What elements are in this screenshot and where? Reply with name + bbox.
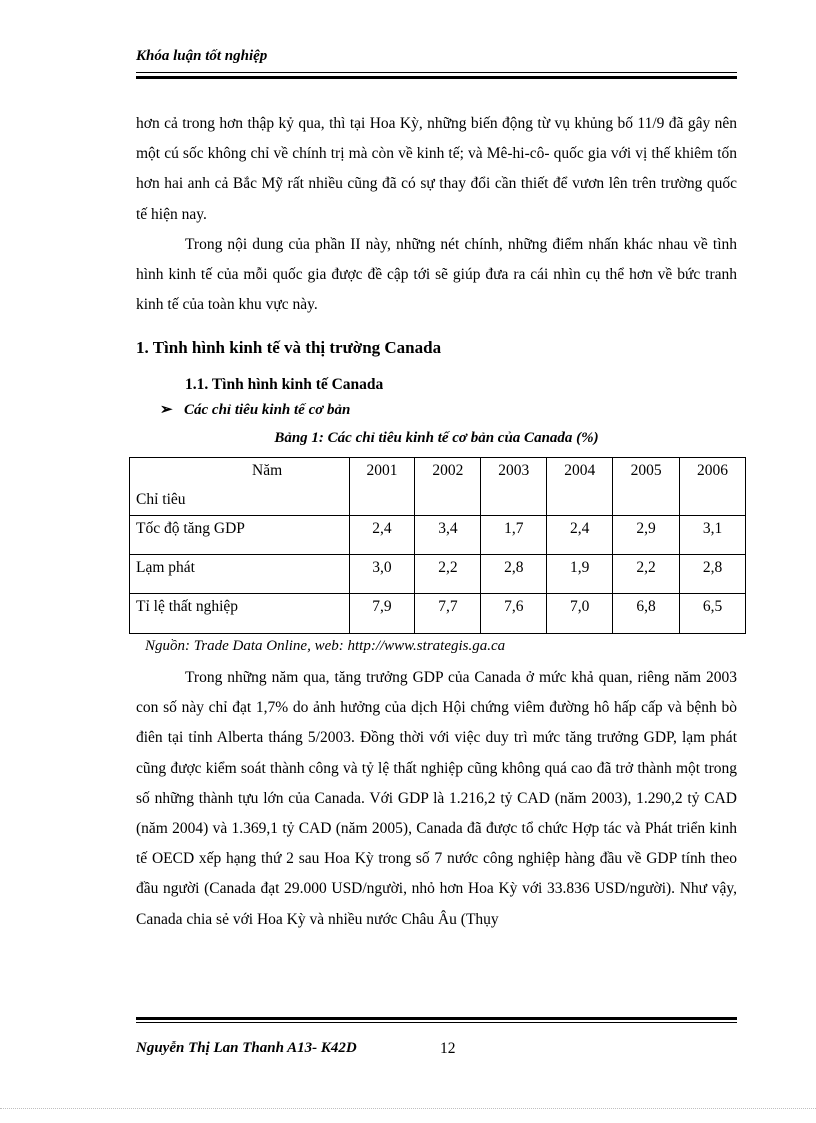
row-label: Tỉ lệ thất nghiệp	[130, 594, 350, 634]
table-cell: 7,6	[481, 594, 547, 634]
paragraph-section-overview: Trong nội dung của phần II này, những nét chính, những điểm nhấn khác nhau về tình hình kinh tế của mỗi quốc gia được đề cập tới sẽ giúp đưa ra cái nhìn cụ thể hơn về bức tranh kinh tế của toàn khu vực này.	[136, 236, 737, 314]
table-cell: 1,9	[547, 555, 613, 594]
table-cell: 1,7	[481, 516, 547, 555]
table-row	[130, 555, 746, 594]
subsection-heading: 1.1. Tình hình kinh tế Canada	[185, 376, 384, 393]
table-cell: 2,4	[349, 516, 415, 555]
table-row	[130, 594, 746, 634]
table-corner-cell	[130, 458, 350, 516]
bullet-text: Các chỉ tiêu kinh tế cơ bản	[184, 402, 351, 418]
row-label: Tốc độ tăng GDP	[130, 516, 350, 555]
table-cell: 2,2	[415, 555, 481, 594]
page-boundary	[0, 1108, 816, 1109]
arrow-bullet-icon: ➢	[160, 402, 173, 418]
table-cell: 2,8	[481, 555, 547, 594]
economic-indicators-table	[129, 457, 746, 634]
document-title: Khóa luận tốt nghiệp	[136, 48, 268, 64]
table-cell: 3,1	[680, 516, 746, 555]
row-label: Lạm phát	[130, 555, 350, 594]
table-cell: 3,4	[415, 516, 481, 555]
year-header: 2004	[547, 458, 613, 516]
header-rule-thick	[136, 76, 737, 79]
table-source-note: Nguồn: Trade Data Online, web: http://www.strategis.ga.ca	[145, 638, 506, 654]
bullet-item	[160, 400, 350, 419]
table-cell: 7,7	[415, 594, 481, 634]
table-cell: 2,9	[613, 516, 680, 555]
table-cell: 6,8	[613, 594, 680, 634]
paragraph-gdp-analysis: Trong những năm qua, tăng trưởng GDP của Canada ở mức khả quan, riêng năm 2003 con số này chỉ đạt 1,7% do ảnh hưởng của dịch Hội chứng viêm đường hô hấp cấp và bệnh bò điên tại tỉnh Alberta tháng 5/2003. Đồng thời với việc duy trì mức tăng trưởng GDP, lạm phát cũng được kiểm soát thành công và tỷ lệ thất nghiệp cũng không quá cao đã trở thành một trong số những thành tựu lớn của Canada. Với GDP là 1.216,2 tỷ CAD (năm 2003), 1.290,2 tỷ CAD (năm 2004) và 1.369,1 tỷ CAD (năm 2005), Canada đã được tổ chức Hợp tác và Phát triển kinh tế OECD xếp hạng thứ 2 sau Hoa Kỳ trong số 7 nước công nghiệp hàng đầu về GDP tính theo đầu người (Canada đạt 29.000 USD/người, nhỏ hơn Hoa Kỳ với 33.836 USD/người). Như vậy, Canada chia sẻ với Hoa Kỳ và nhiều nước Châu Âu (Thụy	[136, 669, 737, 928]
table-caption: Bảng 1: Các chỉ tiêu kinh tế cơ bản của Canada (%)	[274, 430, 599, 446]
year-header: 2002	[415, 458, 481, 516]
table-cell: 2,2	[613, 555, 680, 594]
table-cell: 2,8	[680, 555, 746, 594]
year-header: 2001	[349, 458, 415, 516]
header-rule-thin	[136, 72, 737, 73]
section-heading: 1. Tình hình kinh tế và thị trường Canada	[136, 338, 442, 357]
year-header: 2006	[680, 458, 746, 516]
year-header: 2003	[481, 458, 547, 516]
table-cell: 7,0	[547, 594, 613, 634]
page-number: 12	[440, 1040, 456, 1057]
footer-rule-thick	[136, 1017, 737, 1020]
paragraph-intro: hơn cả trong hơn thập kỷ qua, thì tại Hoa Kỳ, những biến động từ vụ khủng bố 11/9 đã gây nên một cú sốc không chỉ về chính trị mà còn về kinh tế; và Mê-hi-cô- quốc gia với vị thế khiêm tốn hơn hai anh cả Bắc Mỹ rất nhiều cũng đã có sự thay đổi cần thiết để vươn lên trên trường quốc tế hiện nay.	[136, 115, 737, 223]
year-axis-label: Năm	[252, 462, 283, 479]
year-header: 2005	[613, 458, 680, 516]
table-cell: 3,0	[349, 555, 415, 594]
footer-rule-thin	[136, 1022, 737, 1023]
table-row	[130, 516, 746, 555]
author-name: Nguyễn Thị Lan Thanh A13- K42D	[136, 1040, 357, 1056]
table-cell: 2,4	[547, 516, 613, 555]
table-header-row	[130, 458, 746, 516]
table-cell: 6,5	[680, 594, 746, 634]
indicator-axis-label: Chỉ tiêu	[136, 491, 186, 508]
table-cell: 7,9	[349, 594, 415, 634]
